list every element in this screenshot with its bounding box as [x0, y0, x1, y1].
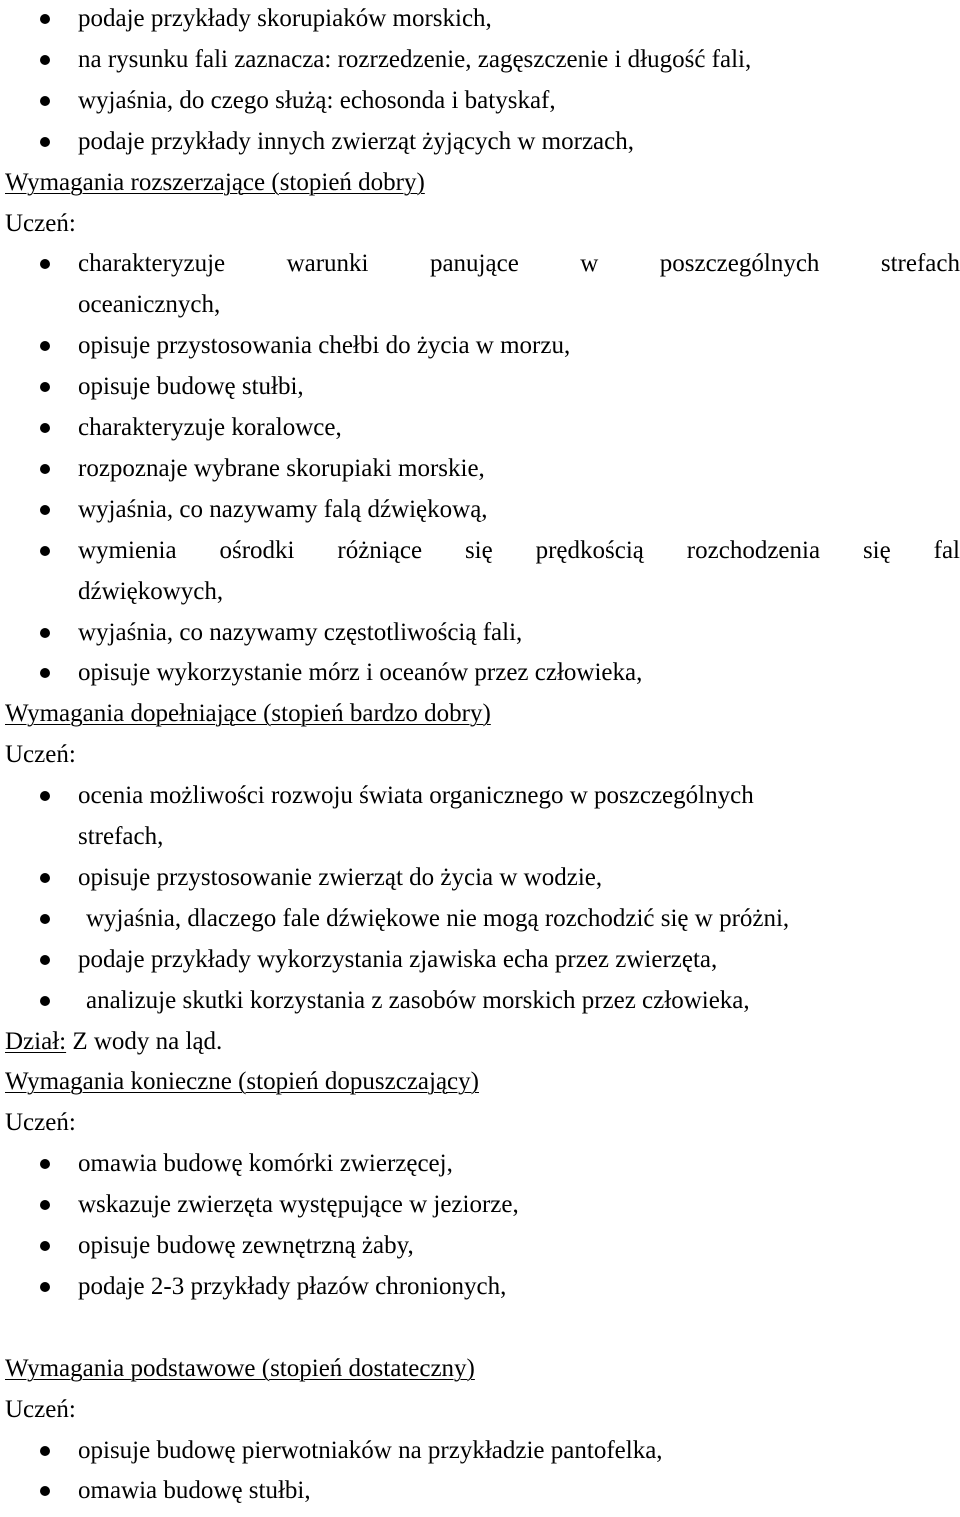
chapter-name: Z wody na ląd.	[66, 1028, 223, 1055]
line-text: podaje przykłady wykorzystania zjawiska echa przez zwierzęta,	[78, 946, 718, 973]
list-item	[0, 618, 960, 659]
bullet-icon	[40, 423, 50, 433]
student-label	[0, 1395, 960, 1436]
bullet-icon	[40, 1486, 50, 1496]
line-text: podaje przykłady innych zwierząt żyjących w morzach,	[78, 128, 634, 155]
line-text: rozpoznaje wybrane skorupiaki morskie,	[78, 455, 485, 482]
bullet-icon	[40, 668, 50, 678]
list-item	[0, 45, 960, 86]
line-text: Uczeń:	[5, 1396, 76, 1423]
list-item-continuation	[0, 822, 960, 863]
list-item-continuation	[0, 577, 960, 618]
bullet-icon	[40, 628, 50, 638]
line-text: wyjaśnia, do czego służą: echosonda i batyskaf,	[78, 87, 556, 114]
line-text: Uczeń:	[5, 1109, 76, 1136]
bullet-icon	[40, 505, 50, 515]
line-text: analizuje skutki korzystania z zasobów morskich przez człowieka,	[86, 987, 750, 1014]
bullet-icon	[40, 137, 50, 147]
list-item	[0, 1231, 960, 1272]
student-label	[0, 1108, 960, 1149]
line-text: opisuje przystosowanie zwierząt do życia w wodzie,	[78, 864, 603, 891]
line-text: ocenia możliwości rozwoju świata organicznego w poszczególnych	[78, 782, 754, 809]
line-text: wyjaśnia, co nazywamy falą dźwiękową,	[78, 496, 488, 523]
line-text: charakteryzuje koralowce,	[78, 414, 342, 441]
chapter-label: Dział:	[5, 1028, 67, 1055]
bullet-icon	[40, 341, 50, 351]
list-item	[0, 1272, 960, 1313]
line-text: oceanicznych,	[78, 291, 221, 318]
list-item	[0, 331, 960, 372]
bullet-icon	[40, 996, 50, 1006]
list-item	[0, 781, 960, 822]
section-heading	[0, 168, 960, 209]
list-item	[0, 1476, 960, 1517]
list-item	[0, 4, 960, 45]
list-item	[0, 1149, 960, 1190]
line-text: wyjaśnia, dlaczego fale dźwiękowe nie mogą rozchodzić się w próżni,	[86, 905, 790, 932]
list-item	[0, 1190, 960, 1231]
list-item	[0, 495, 960, 536]
line-text: opisuje budowę zewnętrzną żaby,	[78, 1232, 414, 1259]
list-item	[0, 127, 960, 168]
list-item	[0, 945, 960, 986]
bullet-icon	[40, 14, 50, 24]
bullet-icon	[40, 464, 50, 474]
line-text: podaje 2-3 przykłady płazów chronionych,	[78, 1273, 507, 1300]
line-text: na rysunku fali zaznacza: rozrzedzenie, zagęszczenie i długość fali,	[78, 46, 752, 73]
bullet-icon	[40, 873, 50, 883]
line-text: strefach,	[78, 823, 164, 850]
bullet-icon	[40, 1200, 50, 1210]
student-label	[0, 740, 960, 781]
chapter-title	[0, 1027, 960, 1068]
list-item	[0, 86, 960, 127]
bullet-icon	[40, 1241, 50, 1251]
bullet-icon	[40, 955, 50, 965]
bullet-icon	[40, 55, 50, 65]
bullet-icon	[40, 546, 50, 556]
bullet-icon	[40, 96, 50, 106]
line-text: omawia budowę stułbi,	[78, 1477, 311, 1504]
bullet-icon	[40, 1446, 50, 1456]
bullet-icon	[40, 791, 50, 801]
list-item	[0, 536, 960, 577]
bullet-icon	[40, 259, 50, 269]
line-text: Uczeń:	[5, 741, 76, 768]
bullet-icon	[40, 382, 50, 392]
line-text: wskazuje zwierzęta występujące w jeziorze,	[78, 1191, 519, 1218]
section-heading	[0, 1067, 960, 1108]
section-heading	[0, 699, 960, 740]
line-text: Wymagania dopełniające (stopień bardzo dobry)	[5, 700, 491, 727]
line-text: opisuje wykorzystanie mórz i oceanów przez człowieka,	[78, 659, 643, 686]
line-text: wyjaśnia, co nazywamy częstotliwością fali,	[78, 619, 523, 646]
line-text: Wymagania konieczne (stopień dopuszczający)	[5, 1068, 479, 1095]
list-item	[0, 454, 960, 495]
line-text: podaje przykłady skorupiaków morskich,	[78, 5, 492, 32]
chapter-title-text	[5, 1027, 222, 1057]
list-item	[0, 249, 960, 290]
line-text: Uczeń:	[5, 210, 76, 237]
list-item-continuation	[0, 290, 960, 331]
blank-line	[0, 1313, 960, 1354]
list-item	[0, 413, 960, 454]
line-text: wymienia ośrodki różniące się prędkością rozchodzenia się fal	[78, 537, 960, 564]
line-text: omawia budowę komórki zwierzęcej,	[78, 1150, 453, 1177]
list-item	[0, 904, 960, 945]
line-text: opisuje budowę pierwotniaków na przykładzie pantofelka,	[78, 1437, 663, 1464]
line-text: opisuje przystosowania chełbi do życia w morzu,	[78, 332, 571, 359]
line-text: opisuje budowę stułbi,	[78, 373, 304, 400]
section-heading	[0, 1354, 960, 1395]
list-item	[0, 658, 960, 699]
list-item	[0, 986, 960, 1027]
list-item	[0, 372, 960, 413]
list-item	[0, 863, 960, 904]
line-text: dźwiękowych,	[78, 578, 224, 605]
bullet-icon	[40, 1282, 50, 1292]
bullet-icon	[40, 1159, 50, 1169]
line-text: Wymagania podstawowe (stopień dostateczny)	[5, 1355, 475, 1382]
line-text: Wymagania rozszerzające (stopień dobry)	[5, 169, 425, 196]
bullet-icon	[40, 914, 50, 924]
line-text: charakteryzuje warunki panujące w poszczególnych strefach	[78, 250, 960, 277]
list-item	[0, 1436, 960, 1477]
student-label	[0, 209, 960, 250]
